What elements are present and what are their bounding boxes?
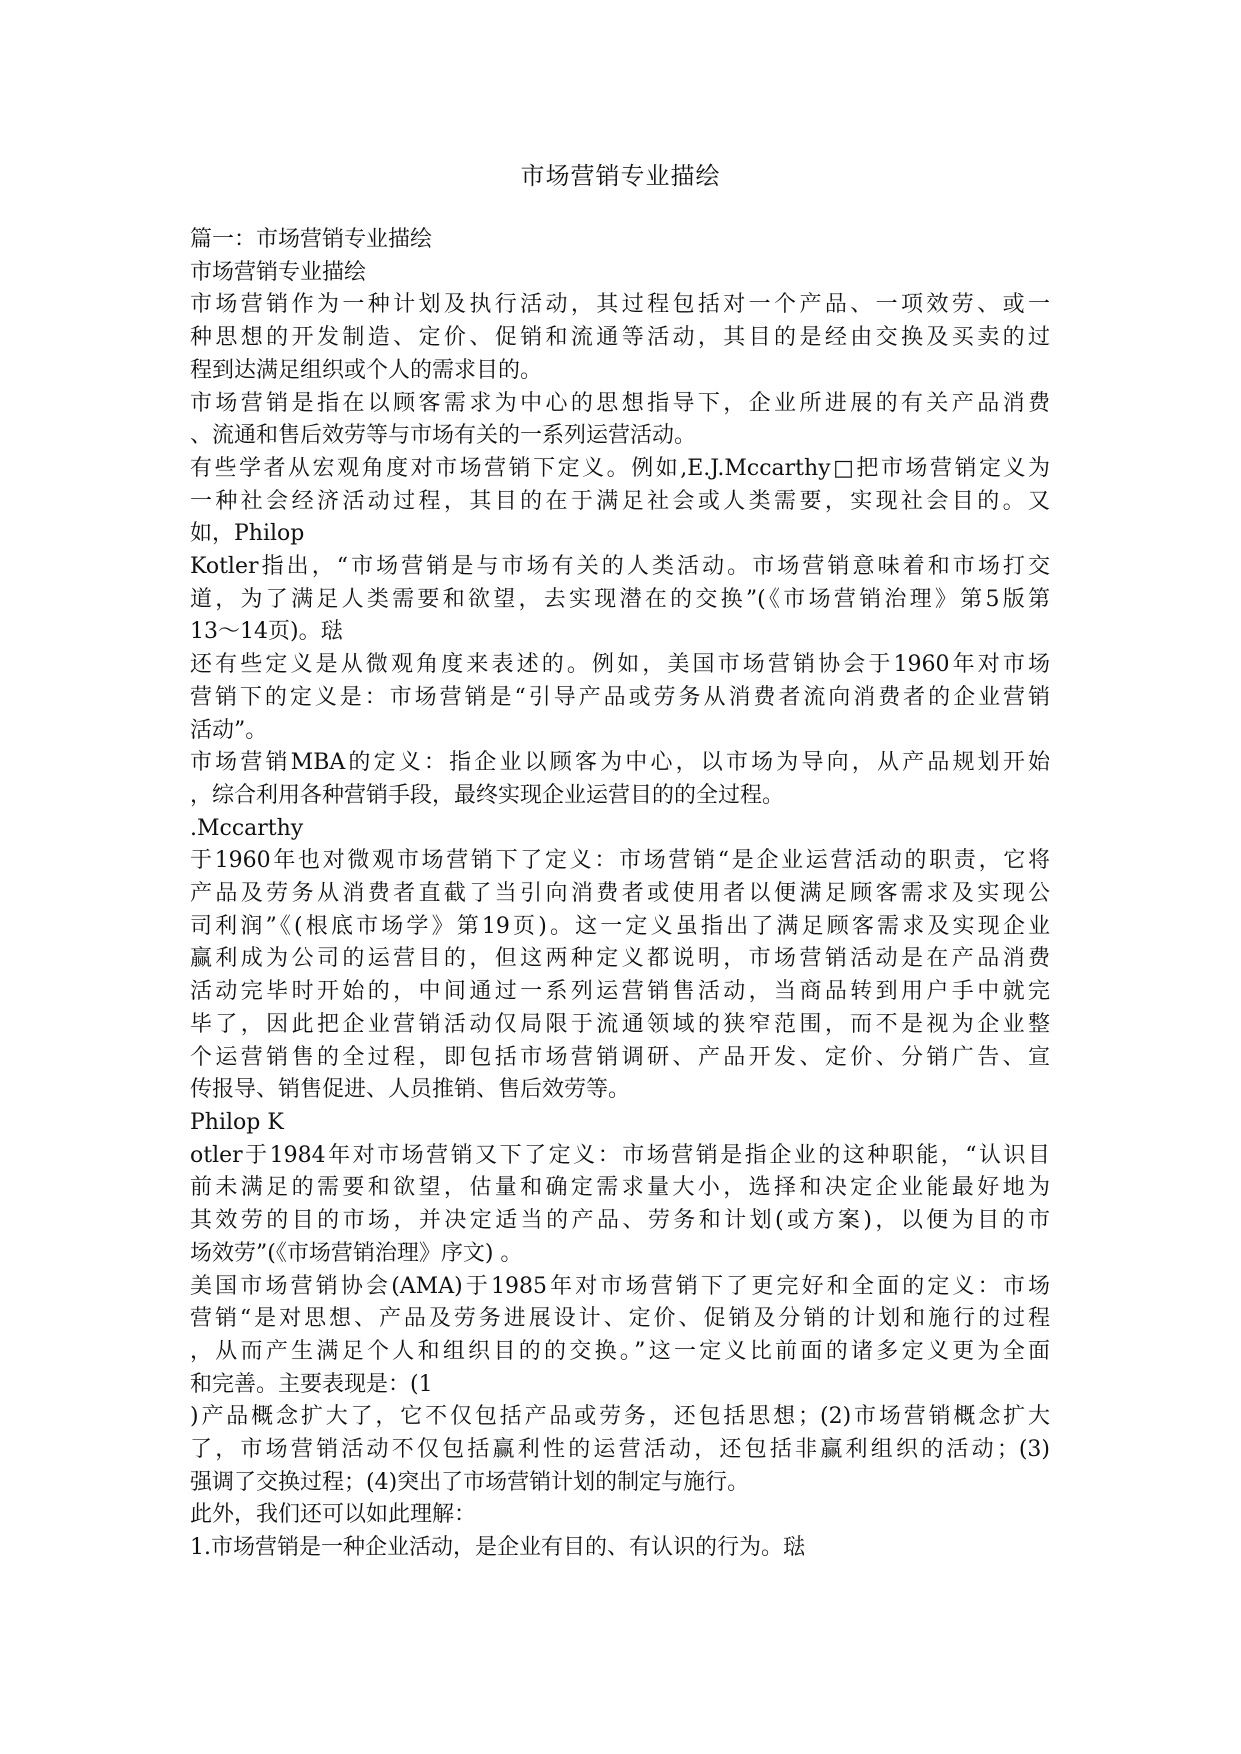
text-line: 市场营销专业描绘: [190, 259, 367, 285]
text-line: 活动完毕时开始的，中间通过一系列运营销售活动，当商品转到用户手中就完: [190, 979, 1050, 1005]
text-line: 市场营销作为一种计划及执行活动，其过程包括对一个产品、一项效劳、或一: [190, 292, 1050, 318]
text-line: 有些学者从宏观角度对市场营销下定义。例如,E.J.Mccarthy□把市场营销定义为: [190, 455, 1050, 481]
text-line: 种思想的开发制造、定价、促销和流通等活动，其目的是经由交换及买卖的过: [190, 325, 1050, 351]
text-line: 营销下的定义是：市场营销是“引导产品或劳务从消费者流向消费者的企业营销: [190, 684, 1050, 710]
text-line: 1.市场营销是一种企业活动，是企业有目的、有认识的行为。琺: [190, 1535, 805, 1561]
text-line: 还有些定义是从微观角度来表述的。例如，美国市场营销协会于1960年对市场: [190, 652, 1050, 678]
text-line: Philop K: [190, 1109, 284, 1135]
text-line: 前未满足的需要和欲望，估量和确定需求量大小，选择和决定企业能最好地为: [190, 1175, 1050, 1201]
text-line: Kotler指出，“市场营销是与市场有关的人类活动。市场营销意味着和市场打交: [190, 554, 1050, 580]
document-title: 市场营销专业描绘: [520, 162, 721, 190]
text-line: 13～14页)。琺: [190, 619, 343, 645]
text-line: otler于1984年对市场营销又下了定义：市场营销是指企业的这种职能，“认识目: [190, 1142, 1050, 1168]
text-line: 活动”。: [190, 717, 268, 743]
text-line: 传报导、销售促进、人员推销、售后效劳等。: [190, 1077, 631, 1103]
text-line: 其效劳的目的市场，并决定适当的产品、劳务和计划(或方案)，以便为目的市: [190, 1208, 1050, 1234]
text-line: 如，Philop: [190, 521, 305, 547]
text-line: 毕了，因此把企业营销活动仅局限于流通领域的狭窄范围，而不是视为企业整: [190, 1011, 1050, 1037]
text-line: 和完善。主要表现是：(1: [190, 1371, 433, 1397]
text-line: 营销“是对思想、产品及劳务进展设计、定价、促销及分销的计划和施行的过程: [190, 1306, 1050, 1332]
text-line: 司利润”《(根底市场学》第19页)。这一定义虽指出了满足顾客需求及实现企业: [190, 913, 1050, 939]
text-line: 美国市场营销协会(AMA)于1985年对市场营销下了更完好和全面的定义：市场: [190, 1273, 1050, 1299]
text-line: 了，市场营销活动不仅包括赢利性的运营活动，还包括非赢利组织的活动；(3): [190, 1437, 1050, 1463]
text-line: 道，为了满足人类需要和欲望，去实现潜在的交换”(《市场营销治理》第5版第: [190, 586, 1050, 612]
text-line: .Mccarthy: [190, 815, 304, 841]
text-line: 篇一：市场营销专业描绘: [190, 227, 433, 252]
text-line: )产品概念扩大了，它不仅包括产品或劳务，还包括思想；(2)市场营销概念扩大: [190, 1404, 1050, 1430]
text-line: 市场营销是指在以顾客需求为中心的思想指导下，企业所进展的有关产品消费: [190, 390, 1050, 416]
text-line: 个运营销售的全过程，即包括市场营销调研、产品开发、定价、分销广告、宣: [190, 1044, 1050, 1070]
text-line: 此外，我们还可以如此理解：: [190, 1502, 477, 1528]
text-line: ，综合利用各种营销手段，最终实现企业运营目的的全过程。: [190, 782, 785, 808]
text-line: 程到达满足组织或个人的需求目的。: [190, 357, 543, 383]
text-line: 市场营销MBA的定义：指企业以顾客为中心，以市场为导向，从产品规划开始: [190, 750, 1050, 776]
text-line: 于1960年也对微观市场营销下了定义：市场营销“是企业运营活动的职责，它将: [190, 848, 1050, 874]
text-line: ，从而产生满足个人和组织目的的交换。”这一定义比前面的诸多定义更为全面: [190, 1338, 1050, 1364]
text-line: 强调了交换过程；(4)突出了市场营销计划的制定与施行。: [190, 1469, 750, 1495]
text-line: 场效劳”(《市场营销治理》序文) 。: [190, 1240, 523, 1266]
text-line: 一种社会经济活动过程，其目的在于满足社会或人类需要，实现社会目的。又: [190, 488, 1050, 514]
text-line: 赢利成为公司的运营目的，但这两种定义都说明，市场营销活动是在产品消费: [190, 946, 1050, 972]
document-body: [190, 224, 1050, 1565]
text-line: 产品及劳务从消费者直截了当引向消费者或使用者以便满足顾客需求及实现公: [190, 881, 1050, 907]
text-line: 、流通和售后效劳等与市场有关的一系列运营活动。: [190, 423, 697, 449]
